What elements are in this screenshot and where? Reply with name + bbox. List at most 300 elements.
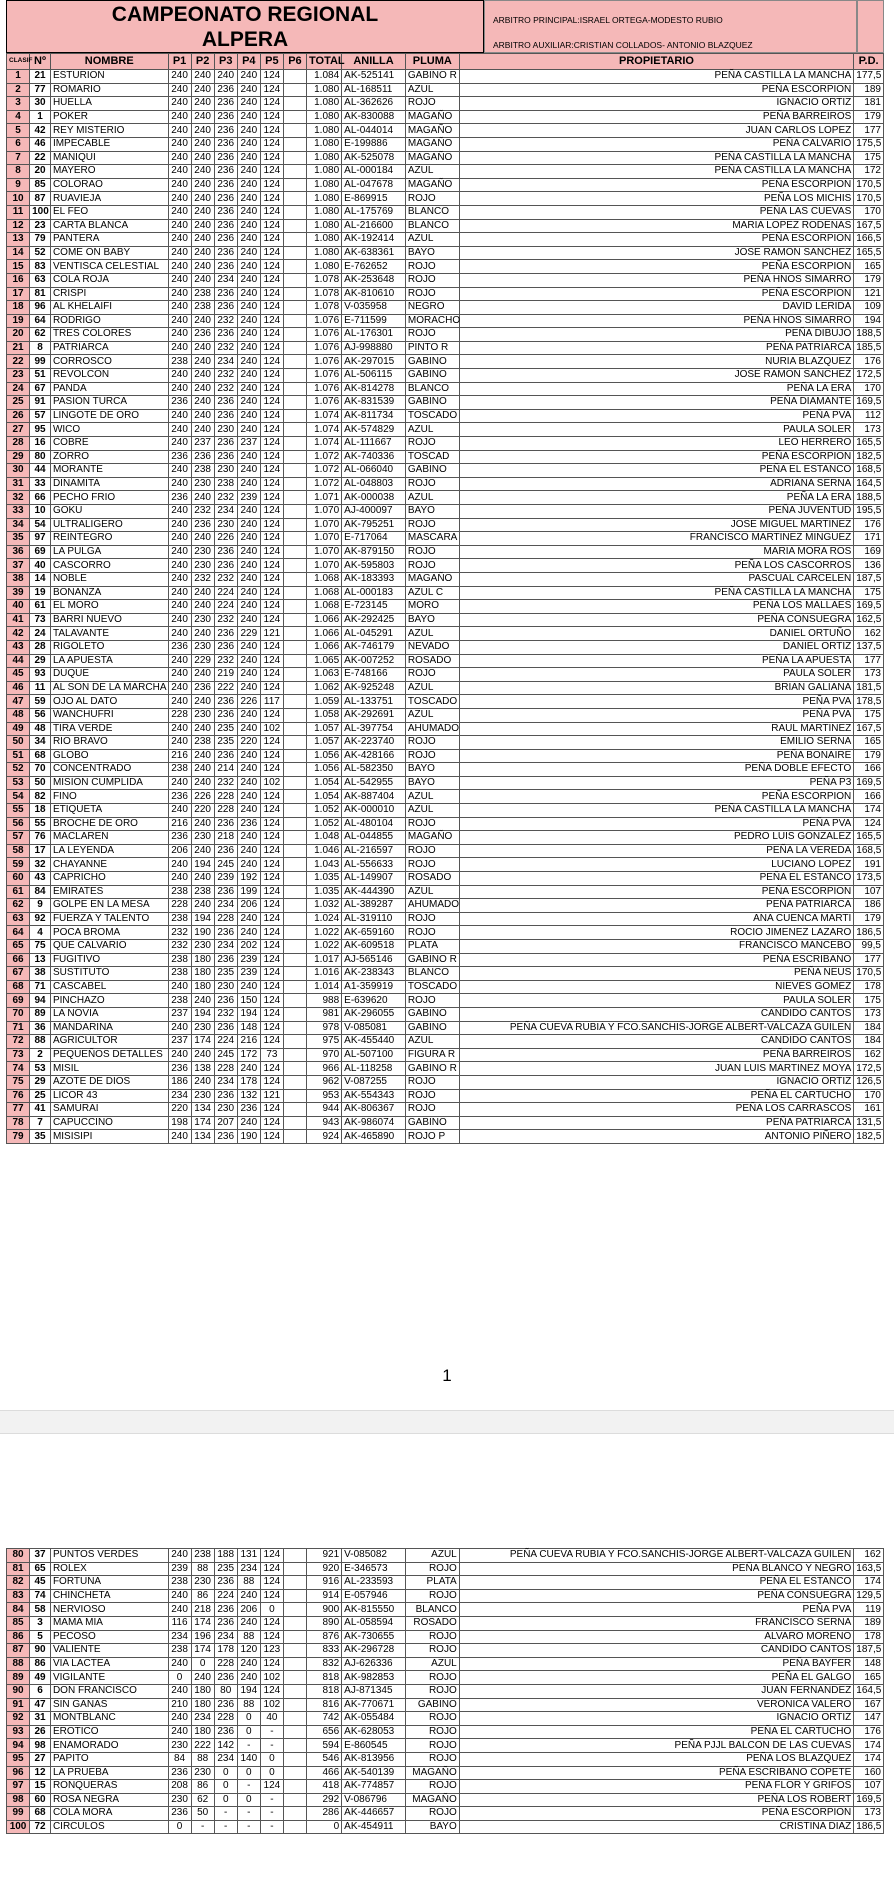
ring-cell: AK-879150 xyxy=(342,545,406,559)
p2-cell: 232 xyxy=(191,572,214,586)
p1-cell: 230 xyxy=(168,1739,191,1753)
bird-name-cell: EL FEO xyxy=(50,205,168,219)
p2-cell: 194 xyxy=(191,858,214,872)
bird-name-cell: SAMURAI xyxy=(50,1103,168,1117)
bird-name-cell: DUQUE xyxy=(50,668,168,682)
total-cell: 466 xyxy=(307,1766,342,1780)
pd-cell: 170 xyxy=(854,205,884,219)
p4-cell: 240 xyxy=(237,749,260,763)
owner-cell: CRISTINA DIAZ xyxy=(459,1820,854,1834)
total-cell: 1.059 xyxy=(307,695,342,709)
bird-name-cell: VIGILANTE xyxy=(50,1671,168,1685)
table-header-row xyxy=(7,54,884,70)
ring-cell: E-346573 xyxy=(342,1562,406,1576)
total-cell: 916 xyxy=(307,1576,342,1590)
rank-cell: 22 xyxy=(7,355,30,369)
p4-cell: 239 xyxy=(237,491,260,505)
rank-cell: 33 xyxy=(7,505,30,519)
owner-cell: PEÑA CONSUEGRA xyxy=(459,613,854,627)
p5-cell: 124 xyxy=(260,926,283,940)
p2-cell: 62 xyxy=(191,1793,214,1807)
bird-name-cell: FINO xyxy=(50,790,168,804)
p6-cell xyxy=(283,246,306,260)
pd-cell: 186,5 xyxy=(854,926,884,940)
owner-cell: PEÑA LOS ROBERT xyxy=(459,1793,854,1807)
p6-cell xyxy=(283,940,306,954)
pd-cell: 173 xyxy=(854,668,884,682)
owner-cell: FRANCISCO MARTINEZ MINGUEZ xyxy=(459,532,854,546)
plumage-cell: ROJO xyxy=(405,736,459,750)
p1-cell: 240 xyxy=(168,1130,191,1144)
table-row xyxy=(7,165,884,179)
table-row xyxy=(7,790,884,804)
bird-name-cell: CONCENTRADO xyxy=(50,763,168,777)
rank-cell: 37 xyxy=(7,559,30,573)
bird-number-cell: 33 xyxy=(30,477,51,491)
p5-cell: 124 xyxy=(260,97,283,111)
p1-cell: 240 xyxy=(168,233,191,247)
p5-cell: 124 xyxy=(260,1103,283,1117)
ring-cell: AL-133751 xyxy=(342,695,406,709)
table-row xyxy=(7,749,884,763)
p3-cell: 0 xyxy=(214,1793,237,1807)
total-cell: 742 xyxy=(307,1712,342,1726)
p4-cell: 206 xyxy=(237,1603,260,1617)
pd-cell: 182,5 xyxy=(854,450,884,464)
p4-cell: 240 xyxy=(237,314,260,328)
ring-cell: V-085081 xyxy=(342,1021,406,1035)
bird-name-cell: LA APUESTA xyxy=(50,654,168,668)
total-cell: 1.054 xyxy=(307,790,342,804)
p5-cell: 124 xyxy=(260,545,283,559)
pd-cell: 175 xyxy=(854,151,884,165)
total-cell: 1.066 xyxy=(307,640,342,654)
pd-cell: 168,5 xyxy=(854,464,884,478)
p2-cell: 240 xyxy=(191,369,214,383)
table-row xyxy=(7,1549,884,1563)
table-row xyxy=(7,1739,884,1753)
p2-cell: 240 xyxy=(191,695,214,709)
p2-cell: 240 xyxy=(191,382,214,396)
p6-cell xyxy=(283,1562,306,1576)
p4-cell: 240 xyxy=(237,1589,260,1603)
plumage-cell: ROJO xyxy=(405,559,459,573)
rank-cell: 79 xyxy=(7,1130,30,1144)
pd-cell: 173 xyxy=(854,1007,884,1021)
rank-cell: 43 xyxy=(7,640,30,654)
plumage-cell: MAGAÑO xyxy=(405,1793,459,1807)
p5-cell: 124 xyxy=(260,858,283,872)
pd-cell: 188,5 xyxy=(854,328,884,342)
rank-cell: 71 xyxy=(7,1021,30,1035)
p1-cell: 240 xyxy=(168,1549,191,1563)
ring-cell: E-639620 xyxy=(342,994,406,1008)
p4-cell: 132 xyxy=(237,1089,260,1103)
table-row xyxy=(7,450,884,464)
p6-cell xyxy=(283,518,306,532)
rank-cell: 17 xyxy=(7,287,30,301)
p3-cell: 228 xyxy=(214,1657,237,1671)
bird-name-cell: RODRIGO xyxy=(50,314,168,328)
owner-cell: PEÑA LOS MALLAES xyxy=(459,600,854,614)
bird-name-cell: WICO xyxy=(50,423,168,437)
p2-cell: 86 xyxy=(191,1589,214,1603)
bird-number-cell: 25 xyxy=(30,1089,51,1103)
owner-cell: PEÑA BONAIRE xyxy=(459,749,854,763)
owner-cell: PEÑA EL ESTANCO xyxy=(459,872,854,886)
p4-cell: 148 xyxy=(237,1021,260,1035)
p3-cell: 236 xyxy=(214,640,237,654)
plumage-cell: GABINO xyxy=(405,1021,459,1035)
table-row xyxy=(7,219,884,233)
rank-cell: 85 xyxy=(7,1616,30,1630)
p2-cell: 230 xyxy=(191,545,214,559)
pd-cell: 189 xyxy=(854,83,884,97)
p5-cell: 124 xyxy=(260,355,283,369)
p2-cell: 134 xyxy=(191,1103,214,1117)
total-cell: 1.070 xyxy=(307,518,342,532)
bird-number-cell: 18 xyxy=(30,804,51,818)
plumage-cell: ROJO xyxy=(405,1780,459,1794)
p5-cell: 124 xyxy=(260,423,283,437)
bird-number-cell: 61 xyxy=(30,600,51,614)
p6-cell xyxy=(283,97,306,111)
ring-cell: AL-556633 xyxy=(342,858,406,872)
p4-cell: - xyxy=(237,1820,260,1834)
total-cell: 1.078 xyxy=(307,301,342,315)
p6-cell xyxy=(283,926,306,940)
table-row xyxy=(7,205,884,219)
total-cell: 546 xyxy=(307,1752,342,1766)
p5-cell: 124 xyxy=(260,287,283,301)
p1-cell: 240 xyxy=(168,328,191,342)
plumage-cell: ROJO xyxy=(405,912,459,926)
pd-cell: 175 xyxy=(854,708,884,722)
plumage-cell: BAYO xyxy=(405,763,459,777)
rank-cell: 68 xyxy=(7,980,30,994)
owner-cell: PEÑA NEUS xyxy=(459,967,854,981)
column-header-ring: ANILLA xyxy=(342,54,406,70)
p4-cell: 88 xyxy=(237,1630,260,1644)
plumage-cell: ROSADO xyxy=(405,872,459,886)
p2-cell: 240 xyxy=(191,763,214,777)
bird-name-cell: IMPECABLE xyxy=(50,137,168,151)
p1-cell: 238 xyxy=(168,885,191,899)
p3-cell: 207 xyxy=(214,1116,237,1130)
p4-cell: 240 xyxy=(237,858,260,872)
total-cell: 943 xyxy=(307,1116,342,1130)
bird-name-cell: COLORAO xyxy=(50,178,168,192)
ring-cell: V-085082 xyxy=(342,1549,406,1563)
total-cell: 1.057 xyxy=(307,736,342,750)
total-cell: 1.016 xyxy=(307,967,342,981)
p6-cell xyxy=(283,1780,306,1794)
p2-cell: 240 xyxy=(191,151,214,165)
owner-cell: NIEVES GOMEZ xyxy=(459,980,854,994)
p2-cell: 50 xyxy=(191,1807,214,1821)
bird-number-cell: 31 xyxy=(30,1712,51,1726)
p5-cell: 124 xyxy=(260,940,283,954)
p3-cell: 236 xyxy=(214,192,237,206)
bird-name-cell: NOBLE xyxy=(50,572,168,586)
plumage-cell: ROJO xyxy=(405,994,459,1008)
p6-cell xyxy=(283,1739,306,1753)
owner-cell: PEÑA CASTILLA LA MANCHA xyxy=(459,70,854,84)
p3-cell: 235 xyxy=(214,736,237,750)
pd-cell: 164,5 xyxy=(854,477,884,491)
table-row xyxy=(7,613,884,627)
total-cell: 1.071 xyxy=(307,491,342,505)
p6-cell xyxy=(283,1671,306,1685)
p2-cell: 240 xyxy=(191,600,214,614)
bird-number-cell: 35 xyxy=(30,1130,51,1144)
p5-cell: 124 xyxy=(260,736,283,750)
p5-cell: 124 xyxy=(260,967,283,981)
table-row xyxy=(7,1657,884,1671)
total-cell: 1.035 xyxy=(307,872,342,886)
total-cell: 1.076 xyxy=(307,355,342,369)
owner-cell: PEÑA LA VEREDA xyxy=(459,844,854,858)
total-cell: 900 xyxy=(307,1603,342,1617)
p1-cell: 238 xyxy=(168,1644,191,1658)
plumage-cell: BAYO xyxy=(405,1820,459,1834)
p5-cell: 124 xyxy=(260,532,283,546)
owner-cell: DAVID LERIDA xyxy=(459,301,854,315)
pd-cell: 147 xyxy=(854,1712,884,1726)
p4-cell: - xyxy=(237,1739,260,1753)
rank-cell: 24 xyxy=(7,382,30,396)
p2-cell: 194 xyxy=(191,912,214,926)
rank-cell: 49 xyxy=(7,722,30,736)
owner-cell: ANTONIO PIÑERO xyxy=(459,1130,854,1144)
bird-name-cell: CAPRICHO xyxy=(50,872,168,886)
plumage-cell: ROJO xyxy=(405,437,459,451)
pd-cell: 129,5 xyxy=(854,1589,884,1603)
ring-cell: AL-362626 xyxy=(342,97,406,111)
column-header-owner: PROPIETARIO xyxy=(459,54,854,70)
p1-cell: 240 xyxy=(168,559,191,573)
pd-cell: 137,5 xyxy=(854,640,884,654)
p1-cell: 240 xyxy=(168,205,191,219)
bird-number-cell: 37 xyxy=(30,1549,51,1563)
bird-name-cell: MAYERO xyxy=(50,165,168,179)
ring-cell: AK-007252 xyxy=(342,654,406,668)
p4-cell: 240 xyxy=(237,518,260,532)
p2-cell: 180 xyxy=(191,1698,214,1712)
pd-cell: 121 xyxy=(854,287,884,301)
bird-number-cell: 1 xyxy=(30,110,51,124)
p1-cell: 210 xyxy=(168,1698,191,1712)
p2-cell: 230 xyxy=(191,1021,214,1035)
bird-number-cell: 8 xyxy=(30,341,51,355)
p4-cell: 240 xyxy=(237,165,260,179)
p3-cell: 235 xyxy=(214,1562,237,1576)
p3-cell: 236 xyxy=(214,1021,237,1035)
ring-cell: AL-044014 xyxy=(342,124,406,138)
rank-cell: 6 xyxy=(7,137,30,151)
p6-cell xyxy=(283,831,306,845)
p5-cell: 124 xyxy=(260,885,283,899)
rank-cell: 46 xyxy=(7,681,30,695)
bird-name-cell: ETIQUETA xyxy=(50,804,168,818)
p3-cell: 236 xyxy=(214,559,237,573)
p4-cell: 240 xyxy=(237,926,260,940)
p4-cell: 240 xyxy=(237,246,260,260)
bird-number-cell: 77 xyxy=(30,83,51,97)
p1-cell: 240 xyxy=(168,287,191,301)
table-row xyxy=(7,233,884,247)
table-row xyxy=(7,1116,884,1130)
p6-cell xyxy=(283,382,306,396)
ring-cell: AL-111667 xyxy=(342,437,406,451)
total-cell: 978 xyxy=(307,1021,342,1035)
p1-cell: 0 xyxy=(168,1820,191,1834)
pd-cell: 124 xyxy=(854,817,884,831)
ring-cell: AL-216600 xyxy=(342,219,406,233)
bird-number-cell: 7 xyxy=(30,1116,51,1130)
bird-number-cell: 79 xyxy=(30,233,51,247)
total-cell: 1.070 xyxy=(307,545,342,559)
pd-cell: 176 xyxy=(854,1725,884,1739)
plumage-cell: MAGAÑO xyxy=(405,831,459,845)
p6-cell xyxy=(283,450,306,464)
bird-number-cell: 87 xyxy=(30,192,51,206)
table-row xyxy=(7,273,884,287)
p2-cell: 236 xyxy=(191,681,214,695)
owner-cell: JOSE MIGUEL MARTINEZ xyxy=(459,518,854,532)
p1-cell: 236 xyxy=(168,1807,191,1821)
p2-cell: 240 xyxy=(191,355,214,369)
p2-cell: 240 xyxy=(191,205,214,219)
p6-cell xyxy=(283,1130,306,1144)
bird-name-cell: ROMARIO xyxy=(50,83,168,97)
referees-box xyxy=(484,0,857,53)
p4-cell: 88 xyxy=(237,1576,260,1590)
bird-name-cell: PANDA xyxy=(50,382,168,396)
plumage-cell: ROJO xyxy=(405,97,459,111)
pd-cell: 175,5 xyxy=(854,137,884,151)
pd-cell: 174 xyxy=(854,1576,884,1590)
p3-cell: 236 xyxy=(214,205,237,219)
p3-cell: 236 xyxy=(214,1130,237,1144)
p4-cell: 240 xyxy=(237,572,260,586)
plumage-cell: MAGAÑO xyxy=(405,572,459,586)
ring-cell: AK-238343 xyxy=(342,967,406,981)
column-header-p3: P3 xyxy=(214,54,237,70)
total-cell: 890 xyxy=(307,1616,342,1630)
plumage-cell: GABINO R xyxy=(405,953,459,967)
rank-cell: 92 xyxy=(7,1712,30,1726)
pd-cell: 165,5 xyxy=(854,831,884,845)
table-row xyxy=(7,477,884,491)
pd-cell: 169 xyxy=(854,545,884,559)
championship-title: CAMPEONATO REGIONAL xyxy=(111,3,379,26)
table-row xyxy=(7,817,884,831)
bird-number-cell: 59 xyxy=(30,695,51,709)
rank-cell: 64 xyxy=(7,926,30,940)
table-row xyxy=(7,1793,884,1807)
ring-cell: AK-292425 xyxy=(342,613,406,627)
p1-cell: 234 xyxy=(168,1630,191,1644)
p1-cell: 116 xyxy=(168,1616,191,1630)
rank-cell: 81 xyxy=(7,1562,30,1576)
p2-cell: 236 xyxy=(191,518,214,532)
bird-number-cell: 84 xyxy=(30,885,51,899)
pd-cell: 177 xyxy=(854,953,884,967)
bird-name-cell: VENTISCA CELESTIAL xyxy=(50,260,168,274)
p5-cell: 124 xyxy=(260,260,283,274)
total-cell: 953 xyxy=(307,1089,342,1103)
total-cell: 1.080 xyxy=(307,192,342,206)
bird-name-cell: CASCABEL xyxy=(50,980,168,994)
pd-cell: 181,5 xyxy=(854,681,884,695)
bird-number-cell: 22 xyxy=(30,151,51,165)
sheet-header xyxy=(6,0,884,60)
owner-cell: PEÑA HNOS SIMARRO xyxy=(459,314,854,328)
table-row xyxy=(7,1698,884,1712)
p5-cell: 124 xyxy=(260,518,283,532)
bird-number-cell: 21 xyxy=(30,70,51,84)
p1-cell: 240 xyxy=(168,872,191,886)
owner-cell: PEÑA ESCRIBANO COPETE xyxy=(459,1766,854,1780)
total-cell: 1.056 xyxy=(307,763,342,777)
p5-cell: 124 xyxy=(260,600,283,614)
total-cell: 816 xyxy=(307,1698,342,1712)
results-table-page-2 xyxy=(6,1548,884,1834)
total-cell: 988 xyxy=(307,994,342,1008)
p5-cell: - xyxy=(260,1725,283,1739)
bird-name-cell: DINAMITA xyxy=(50,477,168,491)
rank-cell: 95 xyxy=(7,1752,30,1766)
total-cell: 0 xyxy=(307,1820,342,1834)
bird-number-cell: 91 xyxy=(30,396,51,410)
p4-cell: 240 xyxy=(237,1116,260,1130)
ring-cell: AK-183393 xyxy=(342,572,406,586)
owner-cell: PEÑA CASTILLA LA MANCHA xyxy=(459,165,854,179)
p4-cell: 240 xyxy=(237,328,260,342)
rank-cell: 66 xyxy=(7,953,30,967)
owner-cell: PEÑA ESCORPION xyxy=(459,790,854,804)
ring-cell: AK-444390 xyxy=(342,885,406,899)
p2-cell: 174 xyxy=(191,1616,214,1630)
total-cell: 1.080 xyxy=(307,110,342,124)
p1-cell: 228 xyxy=(168,708,191,722)
plumage-cell: MORO xyxy=(405,600,459,614)
p6-cell xyxy=(283,994,306,1008)
p1-cell: 240 xyxy=(168,572,191,586)
plumage-cell: TOSCADO xyxy=(405,980,459,994)
p1-cell: 240 xyxy=(168,776,191,790)
p4-cell: - xyxy=(237,1807,260,1821)
table-row xyxy=(7,1103,884,1117)
pd-cell: 172,5 xyxy=(854,1062,884,1076)
plumage-cell: BAYO xyxy=(405,246,459,260)
p5-cell: 102 xyxy=(260,1698,283,1712)
rank-cell: 73 xyxy=(7,1048,30,1062)
p4-cell: 240 xyxy=(237,409,260,423)
p5-cell: 124 xyxy=(260,749,283,763)
bird-name-cell: EL MORO xyxy=(50,600,168,614)
owner-cell: PEÑA ESCRIBANO xyxy=(459,953,854,967)
p5-cell: 124 xyxy=(260,273,283,287)
p3-cell: 236 xyxy=(214,178,237,192)
p3-cell: 236 xyxy=(214,1089,237,1103)
p1-cell: 240 xyxy=(168,382,191,396)
p2-cell: 240 xyxy=(191,1075,214,1089)
bird-name-cell: ENAMORADO xyxy=(50,1739,168,1753)
bird-number-cell: 66 xyxy=(30,491,51,505)
p5-cell: 0 xyxy=(260,1766,283,1780)
